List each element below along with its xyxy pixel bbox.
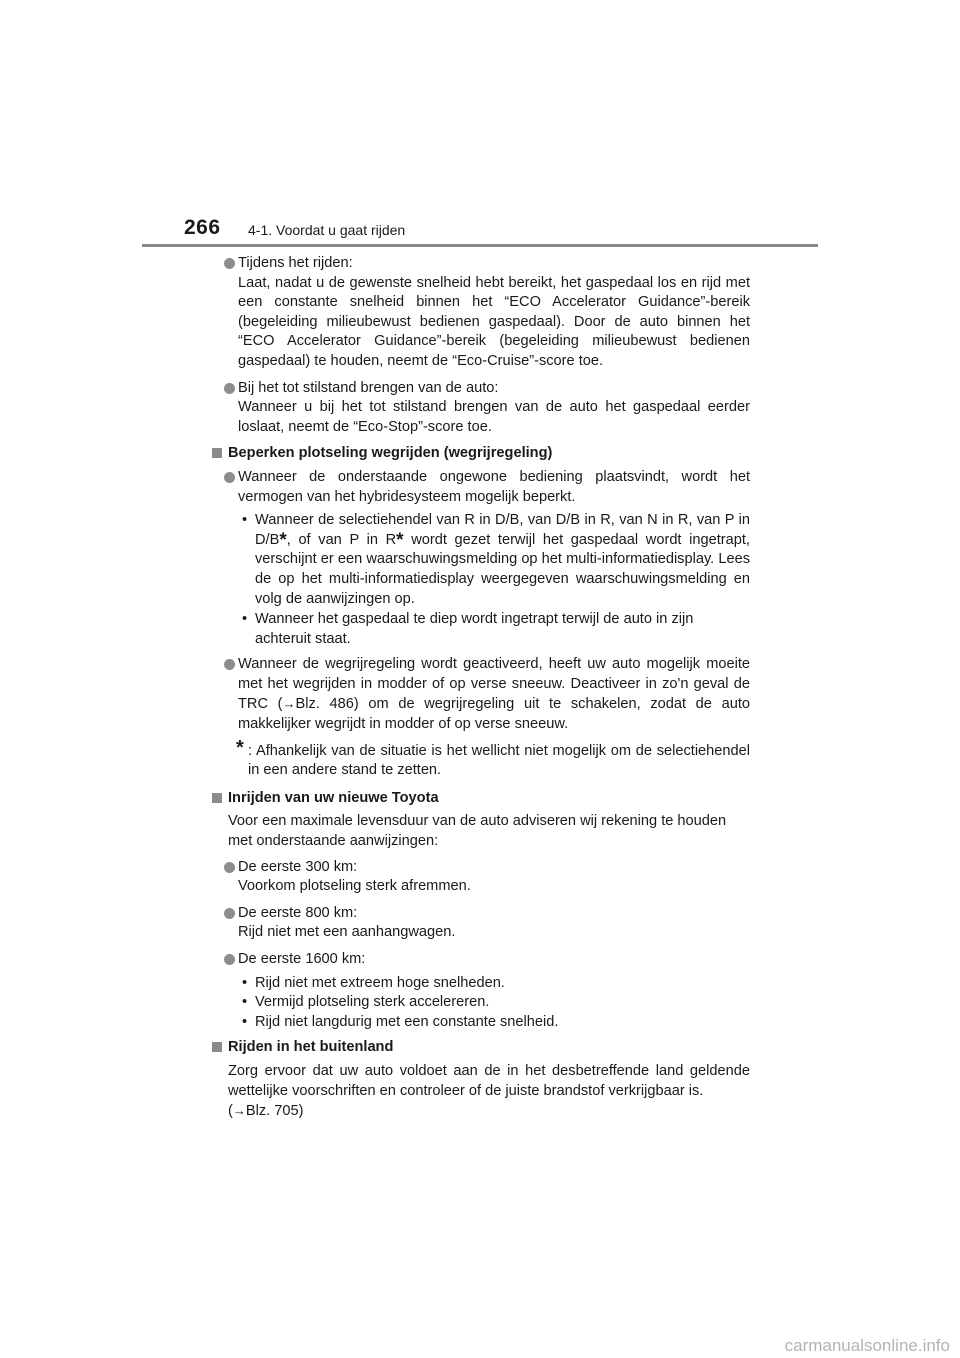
arrow-right-icon: → bbox=[232, 1103, 246, 1119]
circle-bullet-icon bbox=[224, 908, 235, 919]
asterisk-marker: * bbox=[279, 529, 287, 551]
square-bullet-icon bbox=[212, 793, 222, 803]
bullet-title: Bij het tot stilstand brengen van de auto: bbox=[238, 379, 499, 396]
break-in-intro: Voor een maximale levensduur van de auto adviseren wij rekening te houden met onderstaande aanwijzingen: bbox=[228, 813, 727, 850]
circle-bullet-icon bbox=[224, 862, 235, 873]
circle-bullet-icon bbox=[224, 472, 235, 483]
bullet-text: Wanneer de wegrijregeling wordt geactiveerd, heeft uw auto mogelijk moeite met het wegrijden in modder of op verse sneeuw. Deactiveer in zo'n geval de TRC (→Blz. 486) om de wegrijregeling uit te schakelen, zodat de auto makkelijker wegrijdt in modder of op verse sneeuw. bbox=[238, 656, 750, 733]
footnote bbox=[236, 736, 750, 781]
section-heading-abroad bbox=[210, 1038, 750, 1058]
list-item-text: Rijd niet met extreem hoge snelheden. bbox=[255, 974, 505, 991]
header-rule bbox=[142, 244, 818, 247]
heading-text: Beperken plotseling wegrijden (wegrijregeling) bbox=[228, 445, 553, 462]
heading-text: Inrijden van uw nieuwe Toyota bbox=[228, 789, 439, 806]
arrow-right-icon: → bbox=[282, 696, 296, 712]
circle-bullet-icon bbox=[224, 954, 235, 965]
bullet-first-1600km bbox=[210, 950, 750, 970]
bullet-first-300km bbox=[210, 858, 750, 897]
bullet-text: Wanneer de onderstaande ongewone bediening plaatsvindt, wordt het vermogen van het hybridesysteem mogelijk beperkt. bbox=[238, 468, 750, 505]
list-item bbox=[238, 610, 750, 649]
list-item bbox=[238, 993, 750, 1013]
circle-bullet-icon bbox=[224, 659, 235, 670]
bullet-title: Tijdens het rijden: bbox=[238, 255, 353, 271]
list-item-text: Vermijd plotseling sterk accelereren. bbox=[255, 994, 490, 1011]
bullet-text: Voorkom plotseling sterk afremmen. bbox=[238, 878, 471, 895]
dot-bullet-icon: • bbox=[242, 1013, 248, 1030]
list-item-text: Rijd niet langdurig met een constante snelheid. bbox=[255, 1013, 559, 1030]
square-bullet-icon bbox=[212, 1042, 222, 1052]
list-item bbox=[238, 1013, 750, 1033]
bullet-text: Laat, nadat u de gewenste snelheid hebt bereikt, het gaspedaal los en rijd met een constante snelheid binnen het “ECO Accelerator Guidance”-bereik (begeleiding milieubewust bedienen gaspedaal). Door de auto binnen het “ECO Accelerator Guidance”-bereik (begeleiding milieubewust bedienen gaspedaal) te houden, neemt de “Eco-Cruise”-score toe. bbox=[238, 274, 750, 369]
bullet-while-driving bbox=[210, 254, 750, 372]
page-reference: Blz. 486) om de wegrijregeling uit te schakelen, zodat de auto makkelijker wegrijdt in modder of op verse sneeuw. bbox=[238, 696, 750, 733]
dot-bullet-icon: • bbox=[242, 994, 248, 1011]
list-item-text: Wanneer het gaspedaal te diep wordt ingetrapt terwijl de auto in zijn achteruit staat. bbox=[255, 611, 694, 647]
abroad-text: Zorg ervoor dat uw auto voldoet aan de in het desbetreffende land geldende wettelijke voorschriften en controleer of de juiste brandstof verkrijgbaar is. (→Blz. 705) bbox=[228, 1062, 750, 1120]
bullet-launch-control-mud bbox=[210, 655, 750, 734]
page-header bbox=[184, 212, 818, 248]
dot-bullet-icon: • bbox=[242, 974, 248, 991]
section-heading-launch-control bbox=[210, 444, 750, 464]
page-number: 266 bbox=[184, 216, 221, 239]
square-bullet-icon bbox=[212, 448, 222, 458]
heading-text: Rijden in het buitenland bbox=[228, 1039, 394, 1056]
bullet-first-800km bbox=[210, 904, 750, 943]
dot-bullet-icon: • bbox=[242, 611, 248, 628]
footnote-text: : Afhankelijk van de situatie is het wellicht niet mogelijk om de selectiehendel in een andere stand te zetten. bbox=[248, 742, 750, 779]
bullet-title: De eerste 1600 km: bbox=[238, 951, 366, 967]
circle-bullet-icon bbox=[224, 258, 235, 269]
page-reference: Blz. 705) bbox=[245, 1103, 304, 1120]
page-content bbox=[210, 254, 750, 1128]
bullet-text: Wanneer u bij het tot stilstand brengen van de auto het gaspedaal eerder loslaat, neemt de “Eco-Stop”-score toe. bbox=[238, 399, 750, 435]
bullet-when-stopping bbox=[210, 379, 750, 438]
section-heading-break-in bbox=[210, 789, 750, 809]
bullet-launch-control-power bbox=[210, 468, 750, 507]
circle-bullet-icon bbox=[224, 383, 235, 394]
asterisk-marker: * bbox=[396, 529, 404, 551]
launch-control-conditions bbox=[210, 511, 750, 649]
list-item-text: Wanneer de selectiehendel van R in D/B, van D/B in R, van N in R, van P in D/B*, of van P in R* wordt gezet terwijl het gaspedaal wordt ingetrapt, verschijnt er een waarschuwingsmelding op het multi-informatiedisplay. Lees de op het multi-informatiedisplay weergegeven waarschuwingsmelding en volg de aanwijzingen op. bbox=[255, 512, 750, 607]
list-item bbox=[238, 974, 750, 994]
list-item bbox=[238, 511, 750, 609]
dot-bullet-icon: • bbox=[242, 512, 248, 529]
bullet-title: De eerste 300 km: bbox=[238, 858, 358, 875]
bullet-text: Rijd niet met een aanhangwagen. bbox=[238, 924, 456, 941]
asterisk-marker: * bbox=[236, 736, 244, 759]
chapter-title: 4-1. Voordat u gaat rijden bbox=[248, 222, 406, 238]
first-1600km-list bbox=[210, 974, 750, 1033]
watermark: carmanualsonline.info bbox=[784, 1336, 950, 1355]
bullet-title: De eerste 800 km: bbox=[238, 904, 358, 921]
